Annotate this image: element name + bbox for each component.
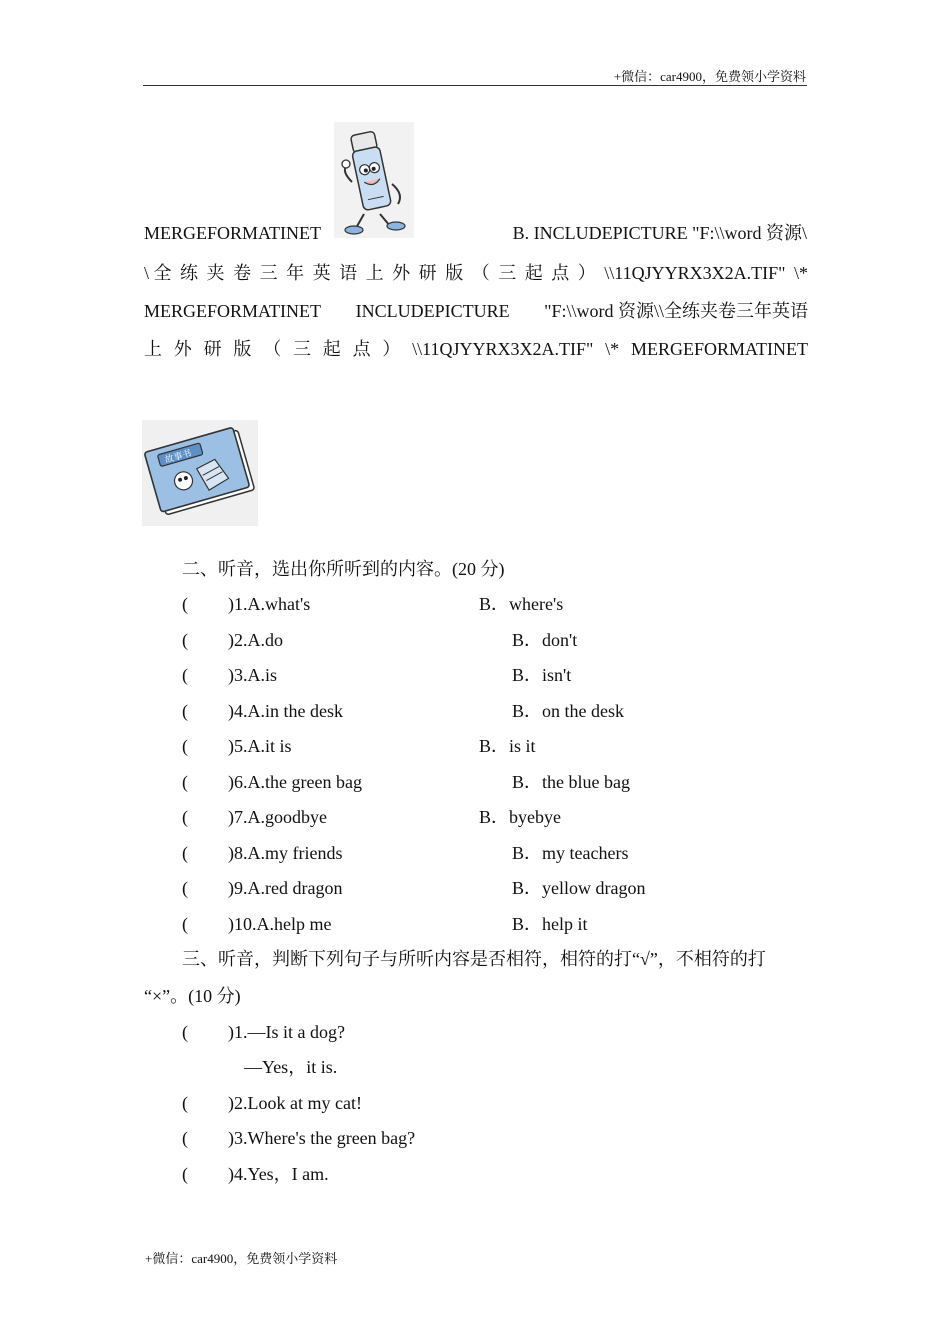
- judge-sentence: )3.Where's the green bag?: [228, 1128, 416, 1148]
- field-line-2: [144, 262, 808, 284]
- option-b: B．is it: [479, 736, 536, 756]
- field-word: \\11QJYYRX3X2A.TIF": [604, 263, 786, 283]
- field-word: \ 全: [144, 263, 172, 283]
- option-a: )8.A.my friends: [228, 843, 343, 863]
- field-word: 版: [233, 339, 252, 359]
- field-word: INCLUDEPICTURE: [355, 301, 510, 321]
- field-word: 外: [392, 263, 411, 283]
- judge-sentence: —Yes，it is.: [244, 1057, 338, 1077]
- question-row: [180, 664, 780, 688]
- option-b: B．my teachers: [512, 843, 629, 863]
- judge-row: [180, 1021, 780, 1045]
- question-row: [180, 629, 780, 653]
- answer-paren: (: [182, 1128, 188, 1148]
- answer-paren: (: [182, 843, 188, 863]
- section-3-title-cont: “×”。(10 分): [144, 986, 241, 1006]
- field-word: 起: [524, 263, 543, 283]
- field-word: "F:\\word 资源\\全练夹卷三年英语: [544, 301, 808, 321]
- field-word: 英: [312, 263, 331, 283]
- question-row: [180, 771, 780, 795]
- field-word: 三: [259, 263, 278, 283]
- field-word: 版: [445, 263, 464, 283]
- answer-paren: (: [182, 665, 188, 685]
- question-row: [180, 877, 780, 901]
- judge-row: [180, 1127, 780, 1151]
- judge-row: [180, 1056, 780, 1080]
- judge-sentence: )1.—Is it a dog?: [228, 1022, 345, 1042]
- section-3-title: 三、听音，判断下列句子与所听内容是否相符，相符的打“√”，不相符的打: [182, 949, 766, 969]
- question-row: [180, 735, 780, 759]
- option-a: )9.A.red dragon: [228, 878, 343, 898]
- field-line-1-left: MERGEFORMATINET: [144, 223, 322, 243]
- answer-paren: (: [182, 736, 188, 756]
- field-word: \\11QJYYRX3X2A.TIF": [412, 339, 594, 359]
- question-row: [180, 806, 780, 830]
- question-row: [180, 700, 780, 724]
- option-b: B．yellow dragon: [512, 878, 646, 898]
- answer-paren: (: [182, 807, 188, 827]
- field-word: 起: [322, 339, 341, 359]
- answer-paren: (: [182, 630, 188, 650]
- option-b: B．where's: [479, 594, 564, 614]
- answer-paren: (: [182, 772, 188, 792]
- answer-paren: (: [182, 878, 188, 898]
- question-row: [180, 593, 780, 617]
- option-a: )3.A.is: [228, 665, 277, 685]
- judge-sentence: )4.Yes，I am.: [228, 1164, 329, 1184]
- option-b: B．don't: [512, 630, 578, 650]
- field-word: 研: [203, 339, 222, 359]
- field-word: 点: [352, 339, 371, 359]
- option-a: )2.A.do: [228, 630, 283, 650]
- field-word: MERGEFORMATINET: [144, 301, 322, 321]
- field-word: 语: [339, 263, 358, 283]
- footer-note: +微信：car4900，免费领小学资料: [145, 1251, 338, 1266]
- field-word: MERGEFORMATINET: [630, 339, 808, 359]
- answer-paren: (: [182, 594, 188, 614]
- field-word: 上: [365, 263, 384, 283]
- answer-paren: (: [182, 1093, 188, 1113]
- header-note: +微信：car4900，免费领小学资料: [613, 69, 806, 84]
- field-word: （: [263, 339, 282, 359]
- judge-sentence: )2.Look at my cat!: [228, 1093, 362, 1113]
- field-word: \*: [793, 263, 808, 283]
- option-a: )4.A.in the desk: [228, 701, 343, 721]
- svg-text:故事书: 故事书: [163, 448, 193, 466]
- pencil-illustration: [334, 122, 414, 238]
- answer-paren: (: [182, 914, 188, 934]
- header-rule: [143, 85, 807, 86]
- answer-paren: (: [182, 1022, 188, 1042]
- question-row: [180, 913, 780, 937]
- option-b: B．on the desk: [512, 701, 624, 721]
- field-word: 三: [292, 339, 311, 359]
- option-a: )7.A.goodbye: [228, 807, 327, 827]
- field-word: ）: [382, 339, 401, 359]
- field-word: 夹: [206, 263, 225, 283]
- option-a: )5.A.it is: [228, 736, 292, 756]
- option-a: )10.A.help me: [228, 914, 332, 934]
- field-word: 外: [173, 339, 192, 359]
- field-word: ）: [577, 263, 596, 283]
- field-line-1-right: B. INCLUDEPICTURE "F:\\word 资源\: [512, 223, 807, 243]
- field-word: \*: [605, 339, 620, 359]
- question-row: [180, 842, 780, 866]
- option-b: B．byebye: [479, 807, 561, 827]
- option-a: )1.A.what's: [228, 594, 311, 614]
- field-line-3: [144, 300, 808, 322]
- answer-paren: (: [182, 1164, 188, 1184]
- field-word: 练: [180, 263, 199, 283]
- option-b: B．help it: [512, 914, 588, 934]
- section-2-title: 二、听音，选出你所听到的内容。(20 分): [182, 559, 505, 579]
- field-line-4: [144, 338, 808, 360]
- field-word: 三: [498, 263, 517, 283]
- field-word: （: [471, 263, 490, 283]
- option-b: B．isn't: [512, 665, 572, 685]
- storybook-illustration: [142, 420, 258, 526]
- answer-paren: (: [182, 701, 188, 721]
- option-b: B．the blue bag: [512, 772, 630, 792]
- field-word: 年: [286, 263, 305, 283]
- field-word: 研: [418, 263, 437, 283]
- judge-row: [180, 1092, 780, 1116]
- field-word: 上: [144, 339, 162, 359]
- judge-row: [180, 1163, 780, 1187]
- field-word: 点: [551, 263, 570, 283]
- field-word: 卷: [233, 263, 252, 283]
- option-a: )6.A.the green bag: [228, 772, 362, 792]
